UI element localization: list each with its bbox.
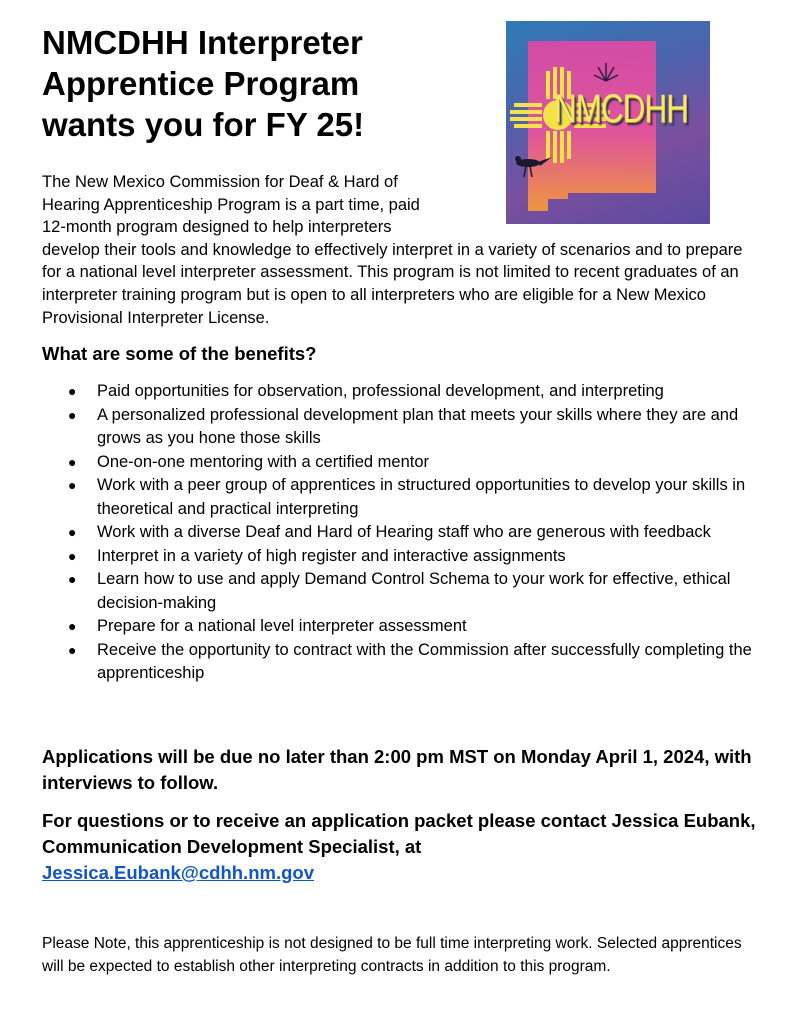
benefit-text: Interpret in a variety of high register and interactive assignments xyxy=(97,546,566,565)
benefit-text: Learn how to use and apply Demand Control Schema to your work for effective, ethical decision-making xyxy=(97,570,731,612)
benefits-list xyxy=(42,380,762,686)
bullet-icon: ● xyxy=(68,453,77,470)
list-item xyxy=(42,474,762,521)
title-line-3: wants you for FY 25! xyxy=(42,106,365,143)
bullet-icon: ● xyxy=(68,477,77,493)
list-item xyxy=(42,521,762,545)
intro-line-1: The New Mexico Commission for Deaf & Hard of xyxy=(42,173,398,191)
logo-text: NMCDHH xyxy=(554,87,688,131)
bullet-icon: ● xyxy=(68,383,77,399)
benefits-heading: What are some of the benefits? xyxy=(42,343,317,364)
bullet-icon: ● xyxy=(68,618,77,634)
title-line-1: NMCDHH Interpreter xyxy=(42,24,363,61)
list-item xyxy=(42,568,762,615)
list-item xyxy=(42,639,762,686)
contact-text: For questions or to receive an application packet please contact Jessica Eubank, Communication Development Specialist, at xyxy=(42,810,756,857)
benefit-text: Paid opportunities for observation, professional development, and interpreting xyxy=(97,382,664,400)
intro-line-3: 12-month program designed to help interpreters xyxy=(42,218,392,237)
benefit-text: One-on-one mentoring with a certified mentor xyxy=(97,452,429,471)
benefit-text: Work with a diverse Deaf and Hard of Hearing staff who are generous with feedback xyxy=(97,523,711,541)
list-item xyxy=(42,615,762,639)
program-note: Please Note, this apprenticeship is not designed to be full time interpreting work. Selected apprentices will be expected to establish other interpreting contracts in addition to this program. xyxy=(42,935,742,975)
bullet-icon: ● xyxy=(68,547,77,564)
intro-rest: develop their tools and knowledge to effectively interpret in a variety of scenarios and to prepare for a national level interpreter assessment. This program is not limited to recent graduates of an interpreter training program but is open to all interpreters who are eligible for a New Mexico Provisional Interpreter License. xyxy=(42,240,743,327)
list-item xyxy=(42,451,762,475)
list-item xyxy=(42,545,762,569)
contact-email-link[interactable]: Jessica.Eubank@cdhh.nm.gov xyxy=(42,862,314,883)
list-item xyxy=(42,380,762,404)
bullet-icon: ● xyxy=(68,641,77,658)
intro-paragraph xyxy=(42,171,762,329)
benefit-text: Receive the opportunity to contract with the Commission after successfully completing the apprenticeship xyxy=(97,640,752,682)
benefit-text: Prepare for a national level interpreter assessment xyxy=(97,617,467,635)
benefit-text: A personalized professional development plan that meets your skills where they are and grows as you hone those skills xyxy=(97,405,739,447)
benefit-text: Work with a peer group of apprentices in structured opportunities to develop your skills in theoretical and practical interpreting xyxy=(97,476,746,518)
list-item xyxy=(42,404,762,451)
bullet-icon: ● xyxy=(68,571,77,587)
bullet-icon: ● xyxy=(68,524,77,540)
page-title xyxy=(42,22,482,145)
bullet-icon: ● xyxy=(68,406,77,423)
intro-line-2: Hearing Apprenticeship Program is a part time, paid xyxy=(42,195,420,214)
title-line-2: Apprentice Program xyxy=(42,65,360,102)
contact-info xyxy=(42,808,772,886)
application-deadline: Applications will be due no later than 2:00 pm MST on Monday April 1, 2024, with interviews to follow. xyxy=(42,746,752,793)
